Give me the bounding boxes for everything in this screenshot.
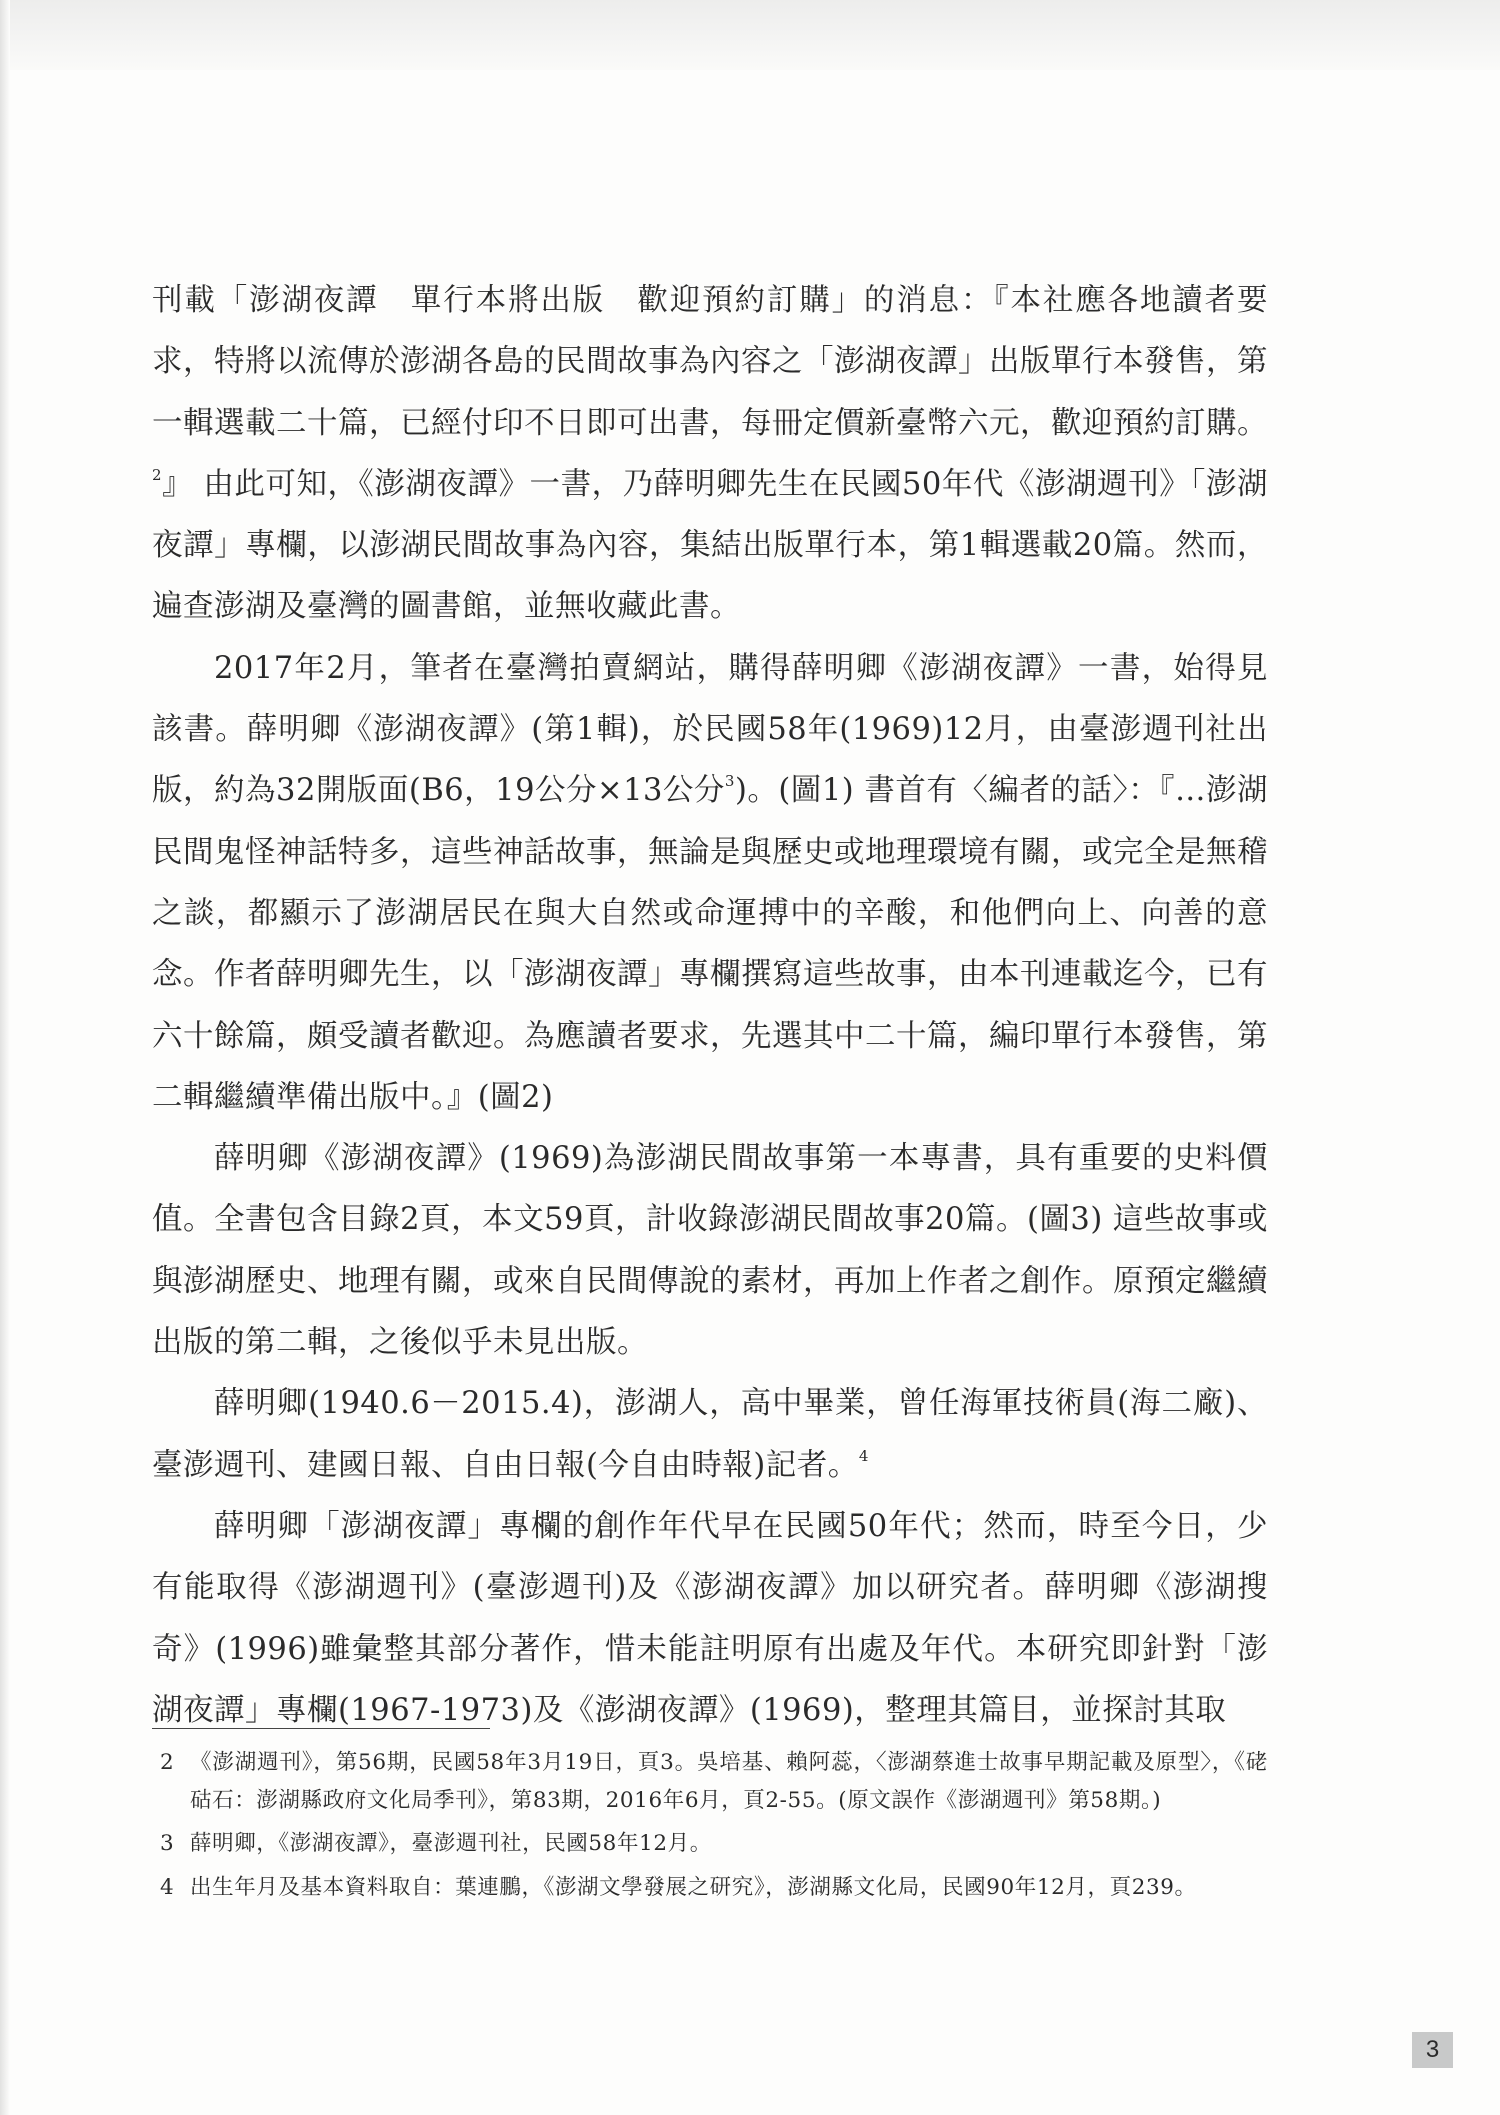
paragraph-text: 薛明卿(1940.6－2015.4)，澎湖人，高中畢業，曾任海軍技術員(海二廠)、臺澎週刊、建國日報、自由日報(今自由時報)記者。 xyxy=(152,1386,1268,1483)
scan-left-edge xyxy=(0,0,10,2115)
paragraph xyxy=(152,638,1268,1128)
paragraph-text: 刊載「澎湖夜譚 單行本將出版 歡迎預約訂購」的消息：『本社應各地讀者要求，特將以流傳於澎湖各島的民間故事為內容之「澎湖夜譚」出版單行本發售，第一輯選載二十篇，已經付印不日即可出書，每冊定價新臺幣六元，歡迎預約訂購。 xyxy=(152,283,1268,441)
paragraph xyxy=(152,270,1268,638)
footnote xyxy=(160,1869,1268,1907)
scan-top-shadow xyxy=(0,0,1500,70)
footnote-ref: 4 xyxy=(858,1446,869,1465)
paragraph-text: 』 由此可知，《澎湖夜譚》一書，乃薛明卿先生在民國50年代《澎湖週刊》「澎湖夜譚」專欄，以澎湖民間故事為內容，集結出版單行本，第1輯選載20篇。然而，遍查澎湖及臺灣的圖書館，並無收藏此書。 xyxy=(152,466,1268,625)
footnote-text: 出生年月及基本資料取自：葉連鵬，《澎湖文學發展之研究》，澎湖縣文化局，民國90年12月，頁239。 xyxy=(190,1874,1197,1900)
footnotes xyxy=(160,1744,1268,1912)
page-number: 3 xyxy=(1412,2032,1453,2068)
paragraph-text: 薛明卿「澎湖夜譚」專欄的創作年代早在民國50年代；然而，時至今日，少有能取得《澎湖週刊》(臺澎週刊)及《澎湖夜譚》加以研究者。薛明卿《澎湖搜奇》(1996)雖彙整其部分著作，惜未能註明原有出處及年代。本研究即針對「澎湖夜譚」專欄(1967-1973)及《澎湖夜譚》(1969)，整理其篇目，並探討其取 xyxy=(152,1508,1268,1728)
paragraph-text: 薛明卿《澎湖夜譚》(1969)為澎湖民間故事第一本專書，具有重要的史料價值。全書包含目錄2頁，本文59頁，計收錄澎湖民間故事20篇。(圖3) 這些故事或與澎湖歷史、地理有關，或來自民間傳說的素材，再加上作者之創作。原預定繼續出版的第二輯，之後似乎未見出版。 xyxy=(152,1141,1268,1361)
paragraph-text: 2017年2月，筆者在臺灣拍賣網站，購得薛明卿《澎湖夜譚》一書，始得見該書。薛明卿《澎湖夜譚》(第1輯)，於民國58年(1969)12月，由臺澎週刊社出版，約為32開版面(B6，19公分×13公分 xyxy=(152,650,1268,809)
footnote-ref: 3 xyxy=(724,772,735,791)
footnote-number: 4 xyxy=(160,1874,175,1900)
footnote-number: 3 xyxy=(160,1831,175,1856)
footnote-ref: 2 xyxy=(152,465,163,484)
footnote-separator xyxy=(152,1728,490,1729)
body-text xyxy=(152,270,1268,1741)
footnote-text: 《澎湖週刊》，第56期，民國58年3月19日，頁3。吳培基、賴阿蕊，〈澎湖蔡進士故事早期記載及原型〉，《硓𥑮石：澎湖縣政府文化局季刊》，第83期，2016年6月，頁2-55。(原文誤作《澎湖週刊》第58期。) xyxy=(190,1750,1268,1813)
paragraph xyxy=(152,1496,1268,1741)
paragraph xyxy=(152,1373,1268,1496)
paragraph-text: )。(圖1) 書首有〈編者的話〉：『…澎湖民間鬼怪神話特多，這些神話故事，無論是與歷史或地理環境有關，或完全是無稽之談，都顯示了澎湖居民在與大自然或命運搏中的辛酸，和他們向上、向善的意念。作者薛明卿先生，以「澎湖夜譚」專欄撰寫這些故事，由本刊連載迄今，已有六十餘篇，頗受讀者歡迎。為應讀者要求，先選其中二十篇，編印單行本發售，第二輯繼續準備出版中。』(圖2) xyxy=(152,773,1269,1115)
paragraph xyxy=(152,1128,1268,1373)
footnote-text: 薛明卿，《澎湖夜譚》，臺澎週刊社，民國58年12月。 xyxy=(190,1831,712,1856)
footnote xyxy=(160,1825,1268,1863)
footnote xyxy=(160,1744,1268,1819)
footnote-number: 2 xyxy=(160,1750,175,1775)
